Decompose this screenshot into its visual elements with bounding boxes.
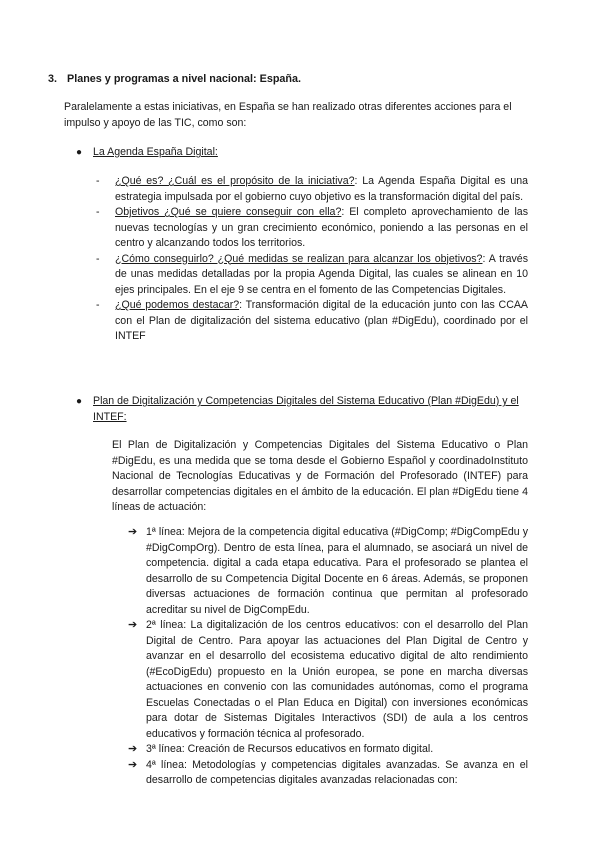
- section-title: Planes y programas a nivel nacional: España.: [67, 73, 302, 85]
- bullet-icon: ●: [76, 396, 83, 407]
- line-text: 2ª línea: La digitalización de los centros educativos: con el desarrollo del Plan Digital de Centro. Para apoyar las actuaciones del Plan Digital de Centro y avanzar en el desarrollo del ecosistema educativo digital de alto rendimiento (#EcoDigEdu) propuesto en la Unión europea, se pone en marcha diversas actuaciones en convenio con las comunidades autónomas, como el programa Escuelas Conectadas o el Plan Educa en Digital) con inversiones económicas para dotar de Sistemas Digitales Interactivos (SDI) de aula a los centros educativos y formación técnica al profesorado.: [146, 619, 528, 740]
- arrow-right-icon: ➔: [128, 743, 138, 755]
- arrow-right-icon: ➔: [128, 758, 138, 771]
- line-text: 1ª línea: Mejora de la competencia digital educativa (#DigComp; #DigCompEdu y #DigCompOrg). Dentro de esta línea, para el alumnado, se asociará un nivel de competencia. digital a cada etapa educativa. Para el profesorado se plantea el desarrollo de su Competencia Digital Docente en 6 áreas. Además, se proponen diversas actuaciones de formación continua que permitan al profesorado acreditar su nivel de DigCompEdu.: [146, 526, 528, 616]
- item-question: ¿Qué es? ¿Cuál es el propósito de la iniciativa?: [115, 175, 355, 187]
- section-heading: [48, 72, 548, 88]
- item-answer: : La Agenda España Digital es una estrategia impulsada por el gobierno cuyo objetivo es la transformación digital del país.: [115, 175, 528, 203]
- line-text: 4ª línea: Metodologías y competencias digitales avanzadas. Se avanza en el desarrollo de competencias digitales avanzadas relacionadas con:: [146, 758, 528, 786]
- arrow-right-icon: ➔: [128, 619, 138, 631]
- agenda-list: [96, 174, 528, 345]
- item-answer: : Transformación digital de la educación junto con las CCAA con el Plan de digitalización del sistema educativo (plan #DigEdu), coordinado por el INTEF: [115, 299, 528, 342]
- item-answer: : El completo aprovechamiento de las nuevas tecnologías y un gran crecimiento económico, poniendo a las personas en el centro y alcanzando todos los territorios.: [115, 206, 528, 249]
- list-item: [128, 618, 528, 742]
- item-answer: : A través de unas medidas detalladas por la propia Agenda Digital, las cuales se alinean en 10 ejes principales. En el eje 9 se centra en el fomento de las Competencias Digitales.: [115, 252, 528, 296]
- dash-icon: -: [96, 175, 100, 187]
- dash-icon: -: [96, 299, 100, 311]
- item-question: Objetivos ¿Qué se quiere conseguir con ella?: [115, 206, 342, 218]
- arrow-right-icon: ➔: [128, 526, 138, 538]
- bullet-icon: ●: [76, 147, 83, 158]
- item-question: ¿Cómo conseguirlo? ¿Qué medidas se realizan para alcanzar los objetivos?: [115, 252, 483, 265]
- dash-icon: -: [96, 252, 100, 265]
- plan-lines-list: [128, 525, 528, 789]
- list-item: [96, 298, 528, 345]
- list-item: [96, 205, 528, 252]
- section-number: 3.: [48, 73, 58, 85]
- intro-paragraph: Paralelamente a estas iniciativas, en España se han realizado otras diferentes acciones para el impulso y apoyo de las TIC, como son:: [64, 101, 512, 129]
- plan-paragraph: El Plan de Digitalización y Competencias Digitales del Sistema Educativo o Plan #DigEdu, es una medida que se toma desde el Gobierno Español y coordinadoInstituto Nacional de Tecnologías Educativas y de Formación del Profesorado (INTEF) para desarrollar competencias digitales en el ámbito de la educación. El plan #DigEdu tiene 4 líneas de actuación:: [112, 439, 528, 513]
- list-item: [96, 252, 528, 299]
- plan-title: Plan de Digitalización y Competencias Digitales del Sistema Educativo (Plan #DigEdu) y el INTEF:: [93, 395, 519, 423]
- list-item: [96, 174, 528, 205]
- line-text: 3ª línea: Creación de Recursos educativos en formato digital.: [146, 743, 434, 755]
- dash-icon: -: [96, 206, 100, 218]
- list-item: [128, 758, 528, 789]
- agenda-title: La Agenda España Digital:: [93, 146, 218, 158]
- list-item: [128, 525, 528, 618]
- list-item: [128, 742, 528, 758]
- item-question: ¿Qué podemos destacar?: [115, 299, 240, 311]
